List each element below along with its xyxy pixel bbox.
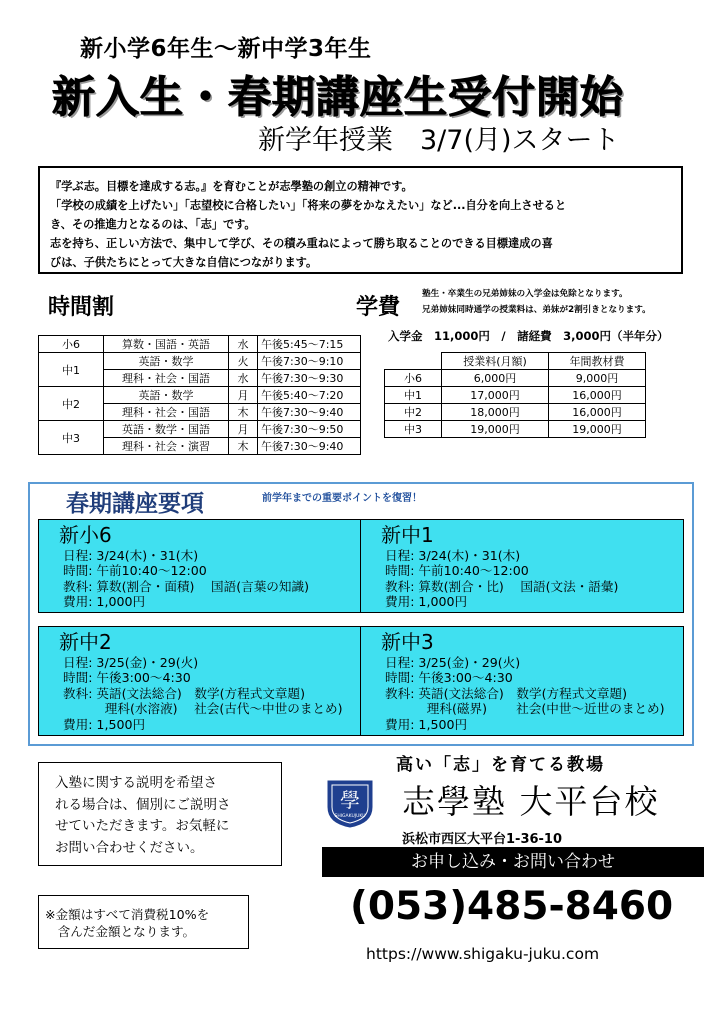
day-cell: 火 bbox=[229, 353, 258, 370]
intro-box bbox=[38, 166, 683, 274]
time-cell: 午後7:30〜9:40 bbox=[258, 438, 361, 455]
column-header: 授業料(月額) bbox=[442, 353, 549, 370]
table-row bbox=[385, 370, 646, 387]
tax-note-line: 含んだ金額となります。 bbox=[45, 924, 196, 939]
school-address: 浜松市西区大平台1-36-10 bbox=[402, 832, 563, 847]
course-card-title: 新中1 bbox=[381, 523, 434, 547]
grade-cell: 中2 bbox=[39, 387, 104, 421]
course-detail: 日程: 3/24(木)・31(木) bbox=[63, 548, 199, 563]
time-cell: 午後7:30〜9:30 bbox=[258, 370, 361, 387]
material-fee-cell: 9,000円 bbox=[549, 370, 646, 387]
inquiry-line: 入塾に関する説明を希望さ bbox=[55, 775, 217, 791]
entry-fee: 入学金 11,000円 / 諸経費 3,000円（半年分） bbox=[388, 329, 669, 343]
time-cell: 午後7:30〜9:50 bbox=[258, 421, 361, 438]
course-detail: 教科: 英語(文法総合) 数学(方程式文章題) bbox=[63, 685, 305, 701]
inquiry-box bbox=[38, 762, 282, 866]
day-cell: 水 bbox=[229, 336, 258, 353]
time-cell: 午後5:45〜7:15 bbox=[258, 336, 361, 353]
subject-cell: 理科・社会・国語 bbox=[104, 404, 229, 421]
course-detail: 時間: 午前10:40〜12:00 bbox=[385, 563, 529, 579]
material-fee-cell: 16,000円 bbox=[549, 387, 646, 404]
subject-cell: 英語・数学・国語 bbox=[104, 421, 229, 438]
course-detail: 費用: 1,500円 bbox=[385, 716, 468, 732]
course-detail: 理科(水溶液) 社会(古代〜中世のまとめ) bbox=[63, 701, 343, 717]
subject-cell: 理科・社会・演習 bbox=[104, 438, 229, 455]
intro-line: 志を持ち、正しい方法で、集中して学び、その積み重ねによって勝ち取ることのできる目標達成の喜 bbox=[50, 237, 553, 250]
time-cell: 午後5:40〜7:20 bbox=[258, 387, 361, 404]
table-row bbox=[39, 421, 361, 438]
time-cell: 午後7:30〜9:40 bbox=[258, 404, 361, 421]
course-card-title: 新小6 bbox=[59, 523, 112, 547]
logo-text: SHIGAKUJUKU bbox=[334, 814, 366, 819]
fee-notes bbox=[422, 286, 651, 318]
timetable bbox=[38, 335, 361, 455]
table-row bbox=[385, 387, 646, 404]
tax-note-line: ※金額はすべて消費税10%を bbox=[45, 907, 210, 922]
subject-cell: 算数・国語・英語 bbox=[104, 336, 229, 353]
material-fee-cell: 16,000円 bbox=[549, 404, 646, 421]
spring-course-subtitle: 前学年までの重要ポイントを復習！ bbox=[262, 493, 422, 504]
grade-cell: 中2 bbox=[385, 404, 442, 421]
day-cell: 月 bbox=[229, 421, 258, 438]
grade-cell: 中1 bbox=[385, 387, 442, 404]
day-cell: 木 bbox=[229, 404, 258, 421]
course-detail: 費用: 1,500円 bbox=[63, 716, 146, 732]
subject-cell: 英語・数学 bbox=[104, 353, 229, 370]
material-fee-cell: 19,000円 bbox=[549, 421, 646, 438]
fees-title: 学費 bbox=[356, 295, 401, 320]
course-detail: 時間: 午後3:00〜4:30 bbox=[385, 670, 513, 686]
subject-cell: 理科・社会・国語 bbox=[104, 370, 229, 387]
course-card-title: 新中2 bbox=[59, 630, 112, 654]
grade-cell: 小6 bbox=[39, 336, 104, 353]
grade-cell: 中1 bbox=[39, 353, 104, 387]
time-cell: 午後7:30〜9:10 bbox=[258, 353, 361, 370]
course-card-chu1 bbox=[360, 519, 684, 613]
course-detail: 理科(磁界) 社会(中世〜近世のまとめ) bbox=[385, 701, 665, 717]
course-card-chu2 bbox=[38, 626, 362, 736]
apply-contact-banner: お申し込み・お問い合わせ bbox=[322, 847, 704, 877]
course-card-chu3 bbox=[360, 626, 684, 736]
school-slogan: 高い「志」を育てる教場 bbox=[396, 755, 605, 775]
subject-cell: 英語・数学 bbox=[104, 387, 229, 404]
intro-line: 『学ぶ志。目標を達成する志。』を育むことが志學塾の創立の精神です。 bbox=[50, 180, 413, 193]
spring-course-title: 春期講座要項 bbox=[62, 485, 208, 518]
course-detail: 時間: 午前10:40〜12:00 bbox=[63, 563, 207, 579]
start-date-line: 新学年授業 3/7(月)スタート bbox=[258, 125, 620, 156]
monthly-fee-cell: 18,000円 bbox=[442, 404, 549, 421]
grade-cell: 中3 bbox=[39, 421, 104, 455]
course-detail: 費用: 1,000円 bbox=[385, 594, 468, 610]
table-row bbox=[385, 421, 646, 438]
timetable-title: 時間割 bbox=[48, 295, 115, 320]
logo-character: 學 bbox=[340, 788, 360, 812]
school-name: 志學塾 大平台校 bbox=[402, 782, 660, 821]
website-link[interactable]: https://www.shigaku-juku.com bbox=[366, 945, 600, 963]
course-detail: 教科: 英語(文法総合) 数学(方程式文章題) bbox=[385, 685, 627, 701]
table-row bbox=[39, 336, 361, 353]
inquiry-line: れる場合は、個別にご説明さ bbox=[55, 796, 231, 813]
course-card-sho6 bbox=[38, 519, 362, 613]
grade-range: 新小学6年生〜新中学3年生 bbox=[80, 36, 372, 62]
school-logo bbox=[322, 777, 378, 829]
course-detail: 教科: 算数(割合・面積) 国語(言葉の知識) bbox=[63, 578, 309, 594]
intro-line: き、その推進力となるのは、「志」です。 bbox=[50, 218, 256, 231]
course-card-title: 新中3 bbox=[381, 630, 434, 654]
fee-table bbox=[384, 352, 646, 438]
fee-note: 兄弟姉妹同時通学の授業料は、弟妹が2割引きとなります。 bbox=[422, 305, 651, 315]
tax-note-box bbox=[38, 895, 249, 949]
inquiry-line: せていただきます。お気軽に bbox=[55, 818, 230, 834]
intro-line: 「学校の成績を上げたい」「志望校に合格したい」「将来の夢をかなえたい」など...自分を向上させると bbox=[50, 199, 567, 212]
fee-note: 塾生・卒業生の兄弟姉妹の入学金は免除となります。 bbox=[422, 289, 628, 299]
day-cell: 水 bbox=[229, 370, 258, 387]
course-detail: 費用: 1,000円 bbox=[63, 594, 146, 610]
course-detail: 日程: 3/24(木)・31(木) bbox=[385, 548, 521, 563]
monthly-fee-cell: 19,000円 bbox=[442, 421, 549, 438]
inquiry-line: お問い合わせください。 bbox=[55, 839, 204, 856]
intro-line: びは、子供たちにとって大きな自信につながります。 bbox=[50, 256, 318, 269]
column-header: 年間教材費 bbox=[549, 353, 646, 370]
grade-cell: 小6 bbox=[385, 370, 442, 387]
monthly-fee-cell: 17,000円 bbox=[442, 387, 549, 404]
table-row bbox=[385, 404, 646, 421]
course-detail: 日程: 3/25(金)・29(火) bbox=[385, 655, 521, 670]
day-cell: 木 bbox=[229, 438, 258, 455]
empty-corner bbox=[385, 353, 442, 370]
day-cell: 月 bbox=[229, 387, 258, 404]
table-row bbox=[39, 353, 361, 370]
table-header-row bbox=[385, 353, 646, 370]
course-detail: 日程: 3/25(金)・29(火) bbox=[63, 655, 199, 670]
course-detail: 時間: 午後3:00〜4:30 bbox=[63, 670, 191, 686]
main-headline: 新入生・春期講座生受付開始 bbox=[52, 73, 624, 123]
phone-number[interactable]: (053)485-8460 bbox=[350, 884, 674, 929]
table-row bbox=[39, 387, 361, 404]
course-detail: 教科: 算数(割合・比) 国語(文法・語彙) bbox=[385, 578, 619, 594]
grade-cell: 中3 bbox=[385, 421, 442, 438]
monthly-fee-cell: 6,000円 bbox=[442, 370, 549, 387]
